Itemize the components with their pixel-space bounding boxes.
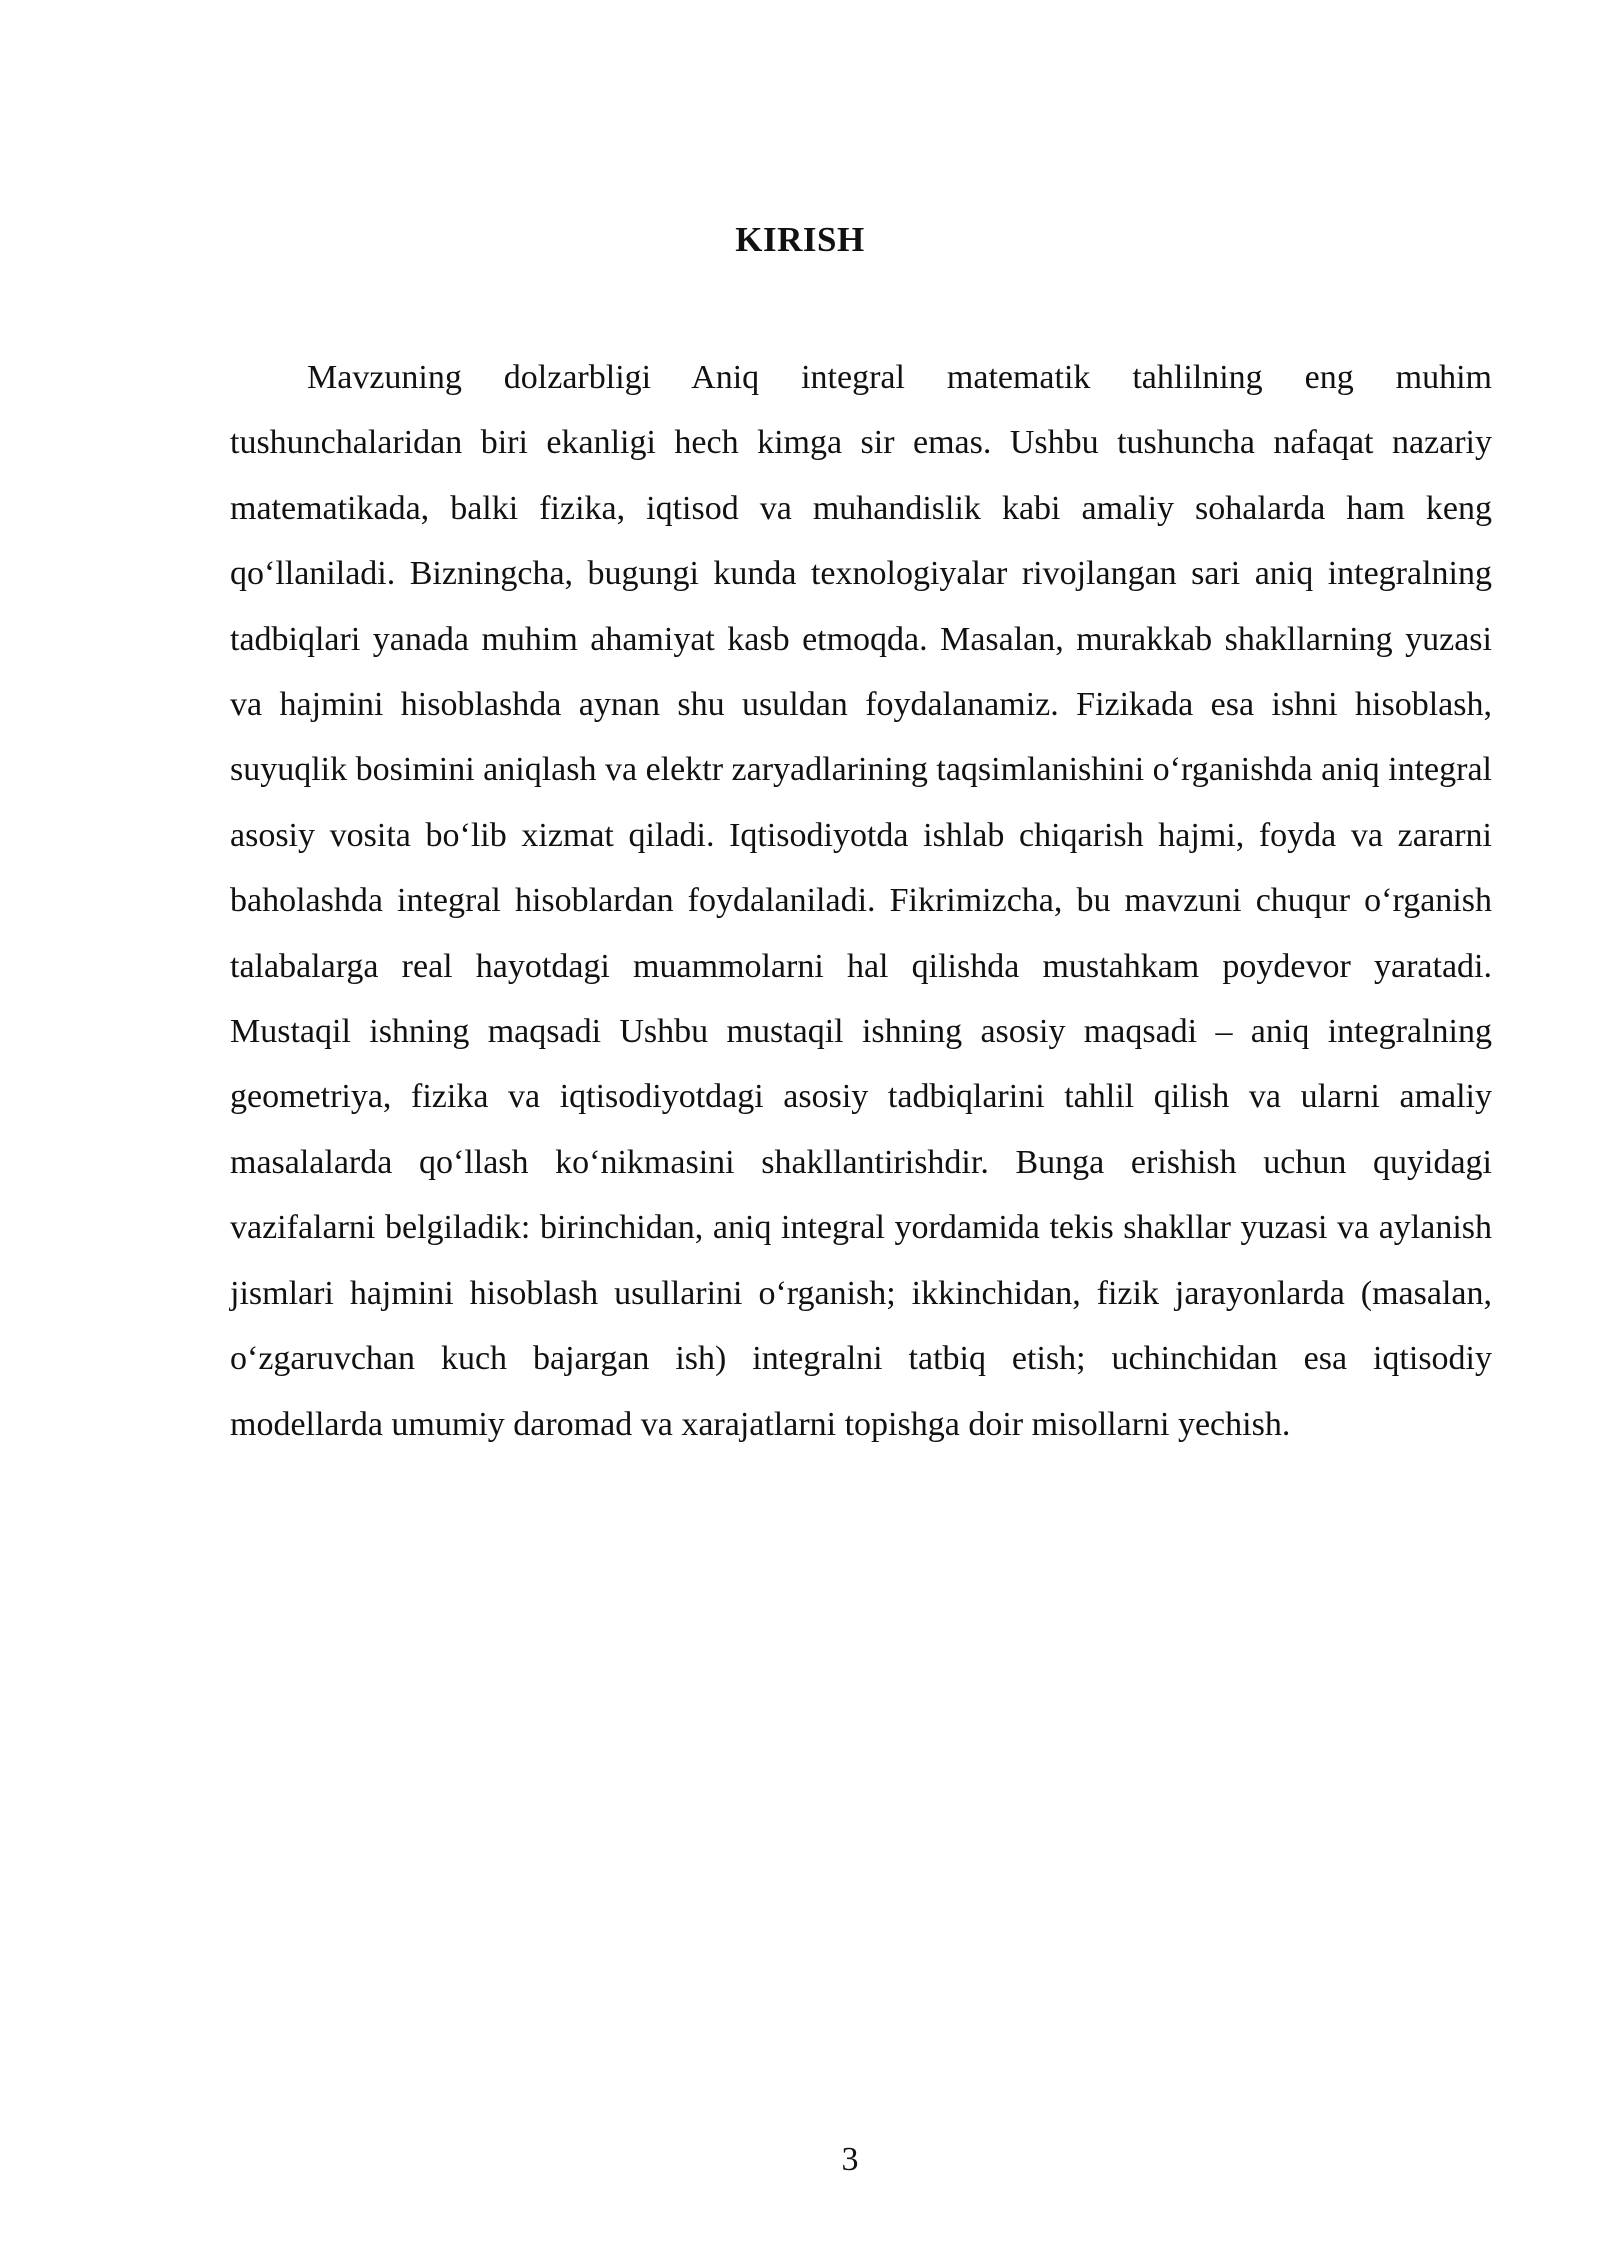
- body-paragraph: Mavzuning dolzarbligi Aniq integral matematik tahlilning eng muhim tushunchalaridan biri ekanligi hech kimga sir emas. Ushbu tushuncha nafaqat nazariy matematikada, balki fizika, iqtisod va muhandislik kabi amaliy sohalarda ham keng qo‘llaniladi. Bizningcha, bugungi kunda texnologiyalar rivojlangan sari aniq integralning tadbiqlari yanada muhim ahamiyat kasb etmoqda. Masalan, murakkab shakllarning yuzasi va hajmini hisoblashda aynan shu usuldan foydalanamiz. Fizikada esa ishni hisoblash, suyuqlik bosimini aniqlash va elektr zaryadlarining taqsimlanishini o‘rganishda aniq integral asosiy vosita bo‘lib xizmat qiladi. Iqtisodiyotda ishlab chiqarish hajmi, foyda va zararni baholashda integral hisoblardan foydalaniladi. Fikrimizcha, bu mavzuni chuqur o‘rganish talabalarga real hayotdagi muammolarni hal qilishda mustahkam poydevor yaratadi. Mustaqil ishning maqsadi Ushbu mustaqil ishning asosiy maqsadi – aniq integralning geometriya, fizika va iqtisodiyotdagi asosiy tadbiqlarini tahlil qilish va ularni amaliy masalalarda qo‘llash ko‘nikmasini shakllantirishdir. Bunga erishish uchun quyidagi vazifalarni belgiladik: birinchidan, aniq integral yordamida tekis shakllar yuzasi va aylanish jismlari hajmini hisoblash usullarini o‘rganish; ikkinchidan, fizik jarayonlarda (masalan, o‘zgaruvchan kuch bajargan ish) integralni tatbiq etish; uchinchidan esa iqtisodiy modellarda umumiy daromad va xarajatlarni topishga doir misollarni yechish.: [230, 359, 1492, 1443]
- page-number: 3: [841, 2141, 859, 2178]
- section-heading: KIRISH: [735, 220, 865, 259]
